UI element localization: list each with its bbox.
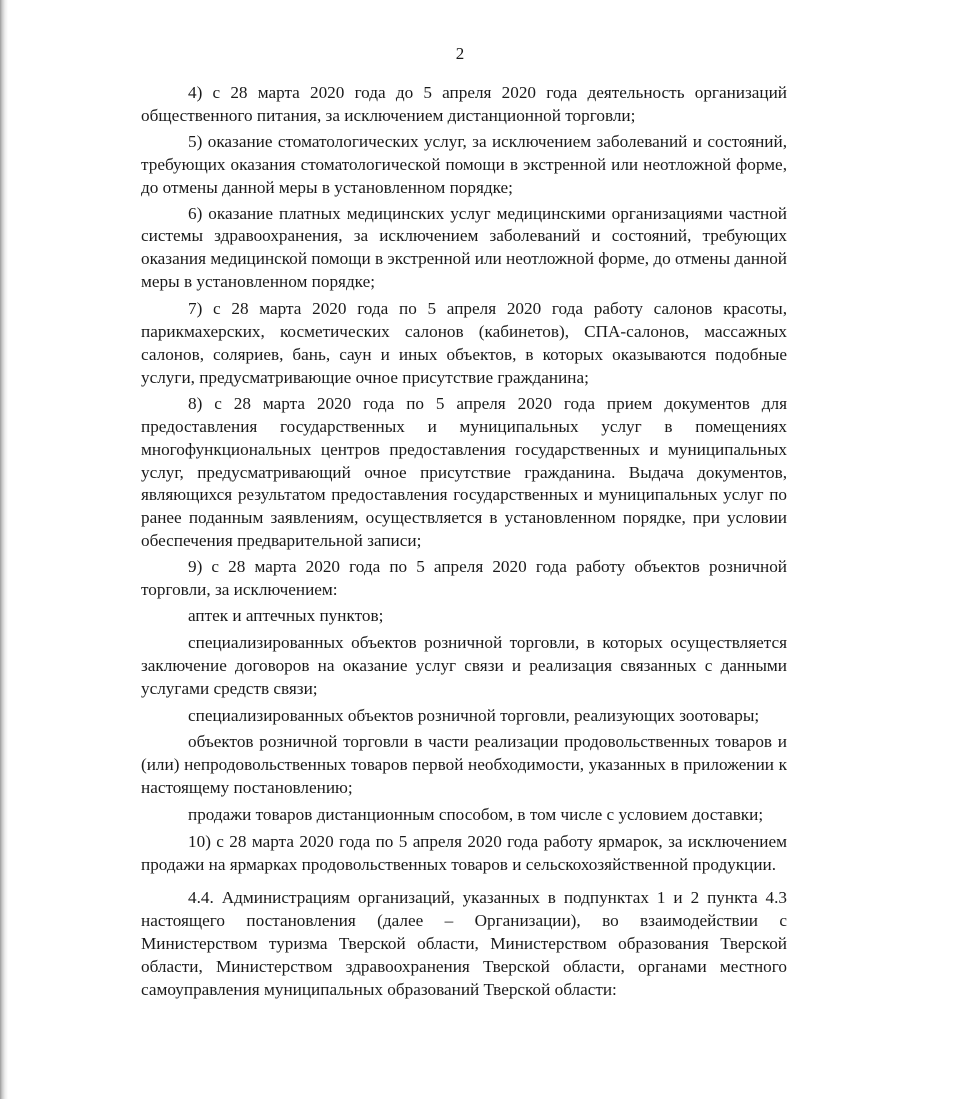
paragraph-item-9: 9) с 28 марта 2020 года по 5 апреля 2020 года работу объектов розничной торговли, за исключением: [141,557,787,600]
paragraph-item-10: 10) с 28 марта 2020 года по 5 апреля 2020 года работу ярмарок, за исключением продажи на ярмарках продовольственных товаров и сельскохозяйственной продукции. [141,832,787,874]
paragraph-exception-pharmacies: аптек и аптечных пунктов; [188,605,384,625]
paragraph-exception-pet-goods: специализированных объектов розничной торговли, реализующих зоотовары; [188,705,760,725]
page-left-edge [0,0,8,1099]
paragraph-4-4: 4.4. Администрациям организаций, указанных в подпунктах 1 и 2 пункта 4.3 настоящего постановления (далее – Организации), во взаимодействии с Министерством туризма Тверской области, Министерством образования Тверской области, Министерством здравоохранения Тверской области, органами местного самоуправления муниципальных образований Тверской области: [141,887,787,999]
paragraph-item-4: 4) с 28 марта 2020 года до 5 апреля 2020 года деятельность организаций общественного питания, за исключением дистанционной торговли; [141,83,787,125]
paragraph-item-7: 7) с 28 марта 2020 года по 5 апреля 2020 года работу салонов красоты, парикмахерских, косметических салонов (кабинетов), СПА-салонов, массажных салонов, соляриев, бань, саун и иных объектов, в которых оказываются подобные услуги, предусматривающие очное присутствие гражданина; [141,299,787,387]
paragraph-exception-communications: специализированных объектов розничной торговли, в которых осуществляется заключение договоров на оказание услуг связи и реализация связанных с данными услугами средств связи; [141,632,787,698]
page-number: 2 [455,44,465,63]
paragraph-exception-remote-sales: продажи товаров дистанционным способом, в том числе с условием доставки; [188,805,764,825]
paragraph-item-5: 5) оказание стоматологических услуг, за исключением заболеваний и состояний, требующих оказания стоматологической помощи в экстренной или неотложной форме, до отмены данной меры в установленном порядке; [141,131,787,197]
paragraph-item-6: 6) оказание платных медицинских услуг медицинскими организациями частной системы здравоохранения, за исключением заболеваний и состояний, требующих оказания медицинской помощи в экстренной или неотложной форме, до отмены данной меры в установленном порядке; [141,203,788,292]
paragraph-exception-food-goods: объектов розничной торговли в части реализации продовольственных товаров и (или) непродовольственных товаров первой необходимости, указанных в приложении к настоящему постановлению; [141,732,787,798]
document-body [141,82,787,1001]
paragraph-item-8: 8) с 28 марта 2020 года по 5 апреля 2020 года прием документов для предоставления государственных и муниципальных услуг в помещениях многофункциональных центров предоставления государственных и муниципальных услуг, предусматривающий очное присутствие гражданина. Выдача документов, являющихся результатом предоставления государственных и муниципальных услуг по ранее поданным заявлениям, осуществляется в установленном порядке, при условии обеспечения предварительной записи; [141,393,787,551]
